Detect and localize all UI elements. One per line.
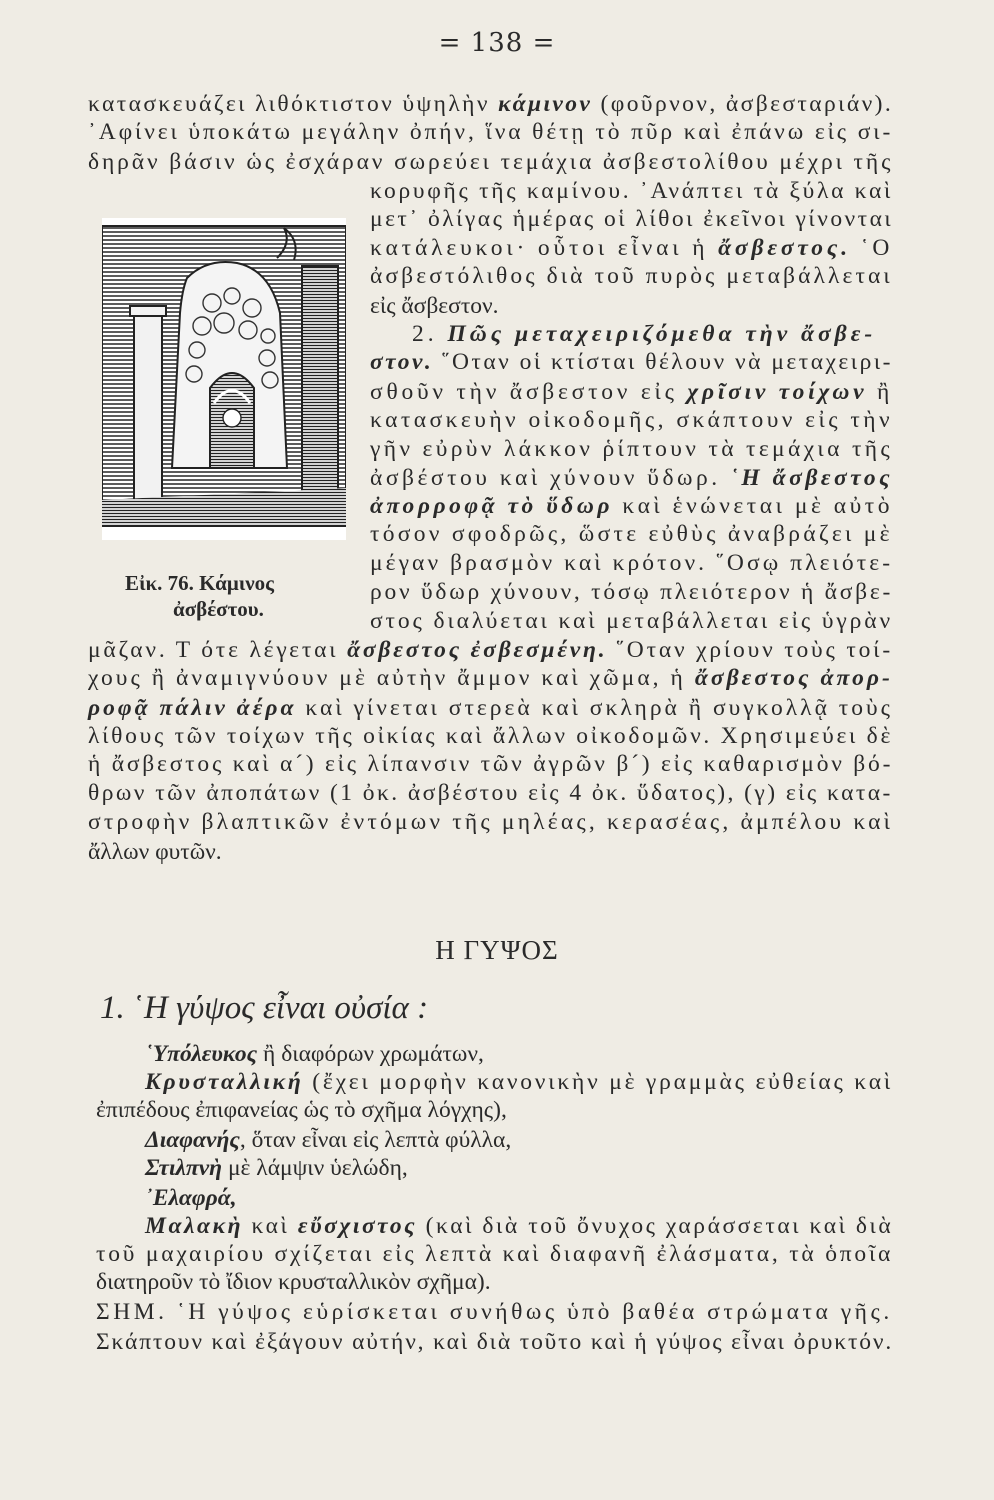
prop-line — [96, 1298, 893, 1326]
text-run: στος διαλύεται καὶ μεταβάλλεται εἰς ὑγρὰν — [370, 608, 893, 634]
prop-line — [96, 1096, 507, 1124]
prop-line — [145, 1212, 893, 1240]
text-run: ῞Οταν χρίουν τοὺς τοί- — [607, 637, 893, 663]
body-line — [88, 148, 893, 176]
emphasis-run: ῾Η ἄσβεστος — [730, 465, 894, 491]
text-run: εἰς ἄσβεστον. — [370, 293, 499, 319]
figure-caption-line1: Εἰκ. 76. Κάμινος — [125, 571, 274, 595]
emphasis-run: ροφᾷ πάλιν ἀέρα — [88, 695, 297, 721]
text-run: κατάλευκοι· οὗτοι εἶναι ἡ — [370, 235, 719, 261]
text-run: ἡ ἄσβεστος καὶ α´) εἰς λίπανσιν τῶν ἀγρῶν β´) εἰς καθαρισμὸν βό- — [88, 751, 894, 777]
emphasis-run: στον. — [370, 349, 434, 375]
body-line — [88, 750, 893, 778]
emphasis-run: ᾿Ελαφρά, — [145, 1185, 237, 1211]
body-line — [370, 578, 893, 606]
text-run: μετ᾿ ὀλίγας ἡμέρας οἱ λίθοι ἐκεῖνοι γίνονται — [370, 206, 894, 232]
text-run: ῾Ο — [850, 235, 894, 261]
prop-line — [145, 1126, 511, 1154]
emphasis-run: Μαλακὴ — [145, 1213, 244, 1239]
emphasis-run: κάμινον — [498, 91, 593, 117]
text-run: τόσον σφοδρῶς, ὥστε εὐθὺς ἀναβράζει μὲ — [370, 521, 893, 547]
body-line — [370, 492, 893, 520]
text-run: καὶ γίνεται στερεὰ καὶ σκληρὰ ἢ συγκολλᾷ τοὺς — [296, 695, 893, 721]
section-heading: Η ΓΥΨΟΣ — [435, 935, 559, 965]
body-line — [88, 838, 222, 866]
text-run: (καὶ διὰ τοῦ ὄνυχος χαράσσεται καὶ διὰ — [417, 1213, 894, 1239]
text-run: θρων τῶν ἀποπάτων (1 ὀκ. ἀσβέστου εἰς 4 ὀκ. ὕδατος), (γ) εἰς κατα- — [88, 780, 893, 806]
emphasis-run: Στιλπνὴ — [145, 1155, 223, 1181]
kiln-engraving — [102, 218, 346, 540]
emphasis-run: Κρυσταλλική — [145, 1069, 304, 1095]
body-line — [370, 234, 893, 262]
body-line — [370, 520, 893, 548]
text-run: γῆν εὐρὺν λάκκον ῥίπτουν τὰ τεμάχια τῆς — [370, 436, 894, 462]
body-line — [370, 435, 893, 463]
body-line — [88, 694, 893, 722]
text-run: ἄλλων φυτῶν. — [88, 839, 222, 865]
body-line — [88, 722, 893, 750]
prop-line — [96, 1328, 893, 1356]
text-run: μὲ λάμψιν ὑελώδη, — [222, 1155, 408, 1181]
text-run: χους ἢ ἀναμιγνύουν μὲ αὐτὴν ἄμμον καὶ χῶμα, ἡ — [88, 665, 695, 691]
text-run: καὶ — [243, 1213, 298, 1239]
body-line — [370, 549, 893, 577]
text-run: κατασκευὴν οἰκοδομῆς, σκάπτουν εἰς τὴν — [370, 407, 894, 433]
text-run: Σκάπτουν καὶ ἐξάγουν αὐτήν, καὶ διὰ τοῦτο καὶ ἡ γύψος εἶναι ὀρυκτόν. — [96, 1329, 894, 1355]
text-run: 2. — [412, 321, 448, 347]
body-line — [370, 292, 499, 320]
text-run: ᾿Αφίνει ὑποκάτω μεγάλην ὀπήν, ἵνα θέτῃ τὸ πῦρ καὶ ἐπάνω εἰς σι- — [88, 119, 894, 145]
emphasis-run: ἄσβεστος ἐσβεσμένη. — [347, 637, 608, 663]
body-line — [88, 90, 893, 118]
body-line — [88, 636, 893, 664]
text-run: ἢ διαφόρων χρωμάτων, — [257, 1041, 484, 1067]
text-run: κορυφῆς τῆς καμίνου. ᾿Ανάπτει τὰ ξύλα καὶ — [370, 178, 894, 204]
text-run: σθοῦν τὴν ἄσβεστον εἰς — [370, 379, 688, 405]
text-run: δηρᾶν βάσιν ὡς ἐσχάραν σωρεύει τεμάχια ἀσβεστολίθου μέχρι τῆς — [88, 149, 894, 175]
body-line — [370, 348, 893, 376]
text-run: ΣΗΜ. ῾Η γύψος εὑρίσκεται συνήθως ὑπὸ βαθέα στρώματα γῆς. — [96, 1299, 893, 1325]
text-run: ἢ — [867, 379, 894, 405]
prop-line — [145, 1154, 408, 1182]
body-line — [412, 320, 876, 348]
emphasis-run: χρῖσιν τοίχων — [687, 379, 868, 405]
emphasis-run: ἄσβεστος. — [718, 235, 851, 261]
body-line — [88, 664, 893, 692]
prop-line — [145, 1184, 237, 1212]
text-run: καὶ ἑνώνεται μὲ αὐτὸ — [613, 493, 894, 519]
subheading: 1. ῾Η γύψος εἶναι οὐσία : — [100, 990, 429, 1026]
text-run: στροφὴν βλαπτικῶν ἐντόμων τῆς μηλέας, κερασέας, ἀμπέλου καὶ — [88, 809, 894, 835]
emphasis-run: εὔσχιστος — [297, 1213, 418, 1239]
text-run: ρον ὕδωρ χύνουν, τόσῳ πλειότερον ἡ ἄσβε- — [370, 579, 894, 605]
body-line — [88, 779, 893, 807]
body-line — [370, 177, 893, 205]
body-line — [88, 808, 893, 836]
prop-line — [96, 1268, 491, 1296]
figure-lime-kiln — [102, 218, 346, 540]
text-run: διατηροῦν τὸ ἴδιον κρυσταλλικὸν σχῆμα). — [96, 1269, 491, 1295]
emphasis-run: ῾Υπόλευκος — [145, 1041, 258, 1067]
body-line — [88, 118, 893, 146]
body-line — [370, 406, 893, 434]
emphasis-run: Πῶς μεταχειριζόμεθα τὴν ἄσβε- — [447, 321, 877, 347]
body-line — [370, 607, 893, 635]
emphasis-run: Διαφανής — [145, 1127, 240, 1153]
prop-line — [145, 1040, 484, 1068]
body-line — [370, 205, 893, 233]
figure-caption-line2: ἀσβέστου. — [173, 597, 264, 621]
text-run: μέγαν βρασμὸν καὶ κρότον. ῞Οσῳ πλειότε- — [370, 550, 894, 576]
text-run: κατασκευάζει λιθόκτιστον ὑψηλὴν — [88, 91, 499, 117]
text-run: (ἔχει μορφὴν κανονικὴν μὲ γραμμὰς εὐθείας καὶ — [303, 1069, 893, 1095]
body-line — [370, 378, 893, 406]
text-run: , ὅταν εἶναι εἰς λεπτὰ φύλλα, — [239, 1127, 512, 1153]
text-run: (φοῦρνον, ἀσβεσταριάν). — [592, 91, 894, 117]
prop-line — [145, 1068, 893, 1096]
body-line — [370, 262, 893, 290]
text-run: ἀσβεστόλιθος διὰ τοῦ πυρὸς μεταβάλλεται — [370, 263, 893, 289]
prop-line — [96, 1240, 893, 1268]
text-run: ἀσβέστου καὶ χύνουν ὕδωρ. — [370, 465, 731, 491]
text-run: μᾶζαν. Τ ότε λέγεται — [88, 637, 348, 663]
emphasis-run: ἀπορροφᾷ τὸ ὕδωρ — [370, 493, 614, 519]
text-run: λίθους τῶν τοίχων τῆς οἰκίας καὶ ἄλλων οἰκοδομῶν. Χρησιμεύει δὲ — [88, 723, 894, 749]
body-line — [370, 464, 893, 492]
text-run: τοῦ μαχαιρίου σχίζεται εἰς λεπτὰ καὶ διαφανῆ ἐλάσματα, τὰ ὁποῖα — [96, 1241, 894, 1267]
text-run: ἐπιπέδους ἐπιφανείας ὡς τὸ σχῆμα λόγχης), — [96, 1097, 507, 1123]
page-number: = 138 = — [438, 28, 556, 58]
text-run: ῞Οταν οἱ κτίσται θέλουν νὰ μεταχειρι- — [433, 349, 893, 375]
emphasis-run: ἄσβεστος ἀπορ- — [694, 665, 893, 691]
